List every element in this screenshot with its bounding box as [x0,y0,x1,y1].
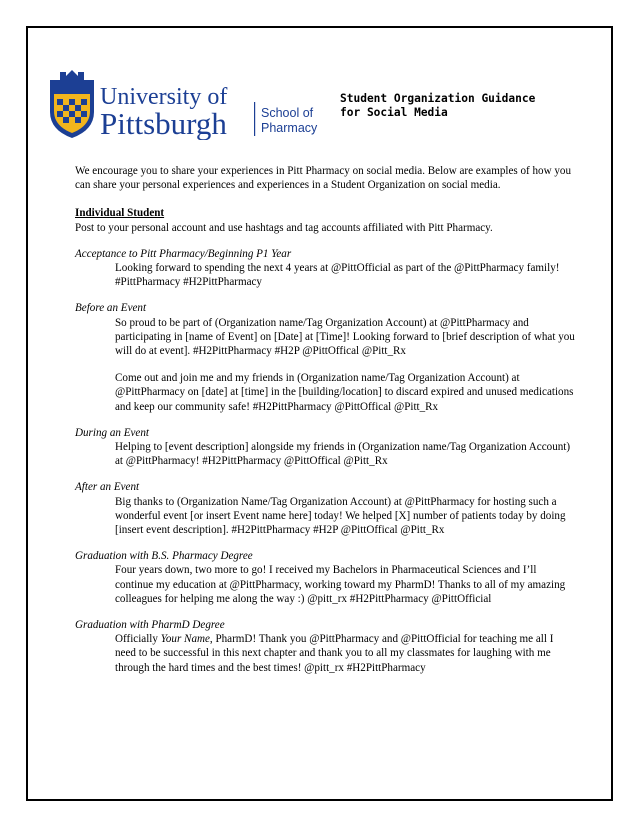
example-post [115,632,575,675]
example-post: So proud to be part of (Organization name/Tag Organization Account) at @PittPharmacy and participating in [name of Event] on [Date] at [Time]! Looking forward to [brief description of what you will do at event]. #H2PittPharmacy #H2P @PittOffical @Pitt_Rx [115,316,575,358]
section-title: Before an Event [75,302,147,315]
section-graduation-pharmd [75,618,575,675]
section-graduation-bs [75,549,575,606]
post-text-start: Officially [115,633,161,646]
post-name-placeholder: Your Name [160,633,210,646]
title-line-2: for Social Media [340,106,448,119]
section-title: During an Event [75,426,149,439]
section-during-event [75,426,575,469]
example-post: Big thanks to (Organization Name/Tag Organization Account) at @PittPharmacy for hosting such a wonderful event [or insert Event name here] today! We helped [X] number of patients today by doing [insert event description]. #H2PittPharmacy #H2P @PittOffical @Pitt_Rx [115,495,566,537]
intro-paragraph: We encourage you to share your experiences in Pitt Pharmacy on social media. Below are examples of how you can share your personal experiences and experiences in a Student Organization on social media. [75,165,572,192]
school-name-line1: School of [261,106,314,120]
document-title [340,92,610,120]
individual-student-heading: Individual Student [75,207,165,220]
document-body [75,164,575,675]
university-name-line1: University of [100,84,228,110]
section-title: Graduation with B.S. Pharmacy Degree [75,550,253,563]
post-text-rest: , PharmD! Thank you @PittPharmacy and @PittOfficial for teaching me all I need to be successful in this next chapter and thank you to all my classmates for laughing with me through the hard times and the best times! @pitt_rx #H2PittPharmacy [115,633,554,674]
example-post: Looking forward to spending the next 4 years at @PittOfficial as part of the @PittPharmacy family! #PittPharmacy #H2PittPharmacy [115,262,560,289]
university-name-line2: Pittsburgh [100,106,227,140]
example-post: Four years down, two more to go! I received my Bachelors in Pharmaceutical Sciences and I’ll continue my education at @PittPharmacy, working toward my PharmD! Thanks to all of my amazing colleagues for helping me along the way :) @pitt_rx #H2PittPharmacy @PittOfficial [115,564,566,605]
logo-divider [254,102,255,136]
title-line-1: Student Organization Guidance [340,92,536,105]
section-before-event [75,301,575,413]
individual-student-text: Post to your personal account and use hashtags and tag accounts affiliated with Pitt Pharmacy. [75,221,493,234]
example-post: Helping to [event description] alongside my friends in (Organization name/Tag Organization Account) at @PittPharmacy! #H2PittPharmacy @PittOffical @Pitt_Rx [115,441,571,468]
example-post: Come out and join me and my friends in (Organization name/Tag Organization Account) at @PittPharmacy on [date] at [time] in the [building/location] to discard expired and unused medications and keep our community safe! #H2PittPharmacy @PittOffical @Pitt_Rx [115,372,574,413]
section-title: Acceptance to Pitt Pharmacy/Beginning P1 Year [75,247,292,260]
section-title: Graduation with PharmD Degree [75,619,225,632]
university-logo [48,70,323,140]
section-after-event [75,480,575,537]
section-acceptance [75,247,575,290]
school-name-line2: Pharmacy [261,121,318,135]
pitt-shield-icon [50,70,94,138]
section-title: After an Event [75,481,140,494]
